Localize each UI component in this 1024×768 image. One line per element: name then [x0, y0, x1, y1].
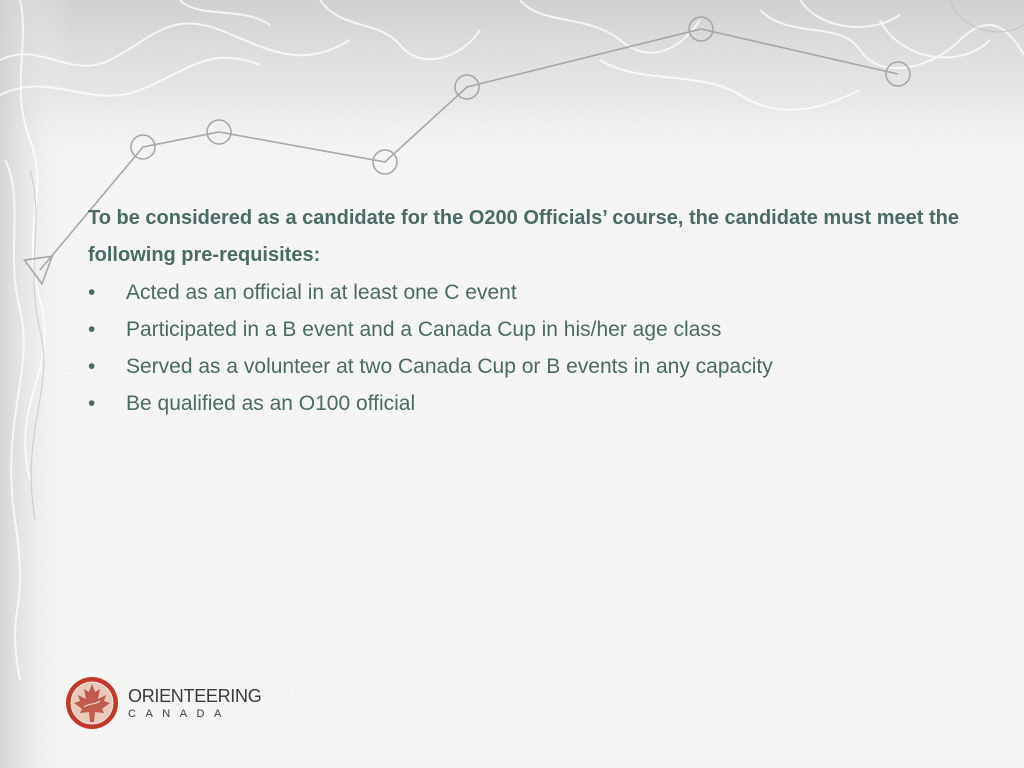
list-item-text: Served as a volunteer at two Canada Cup or B events in any capacity [126, 355, 773, 378]
bullet-icon: • [88, 355, 96, 378]
list-item-text: Be qualified as an O100 official [126, 392, 416, 415]
bullet-icon: • [88, 281, 96, 304]
bullet-icon: • [88, 392, 96, 415]
logo-subtitle: CANADA [128, 708, 231, 720]
list-item [88, 385, 968, 422]
prerequisites-heading: To be considered as a candidate for the O200 Officials’ course, the candidate must meet the following pre-requisites: [88, 207, 959, 266]
list-item [88, 348, 968, 385]
logo-wordmark: ORIENTEERING [128, 686, 262, 706]
list-item-text: Acted as an official in at least one C event [126, 281, 517, 304]
slide-content [88, 200, 968, 422]
maple-leaf-icon [64, 675, 120, 731]
bullet-icon: • [88, 318, 96, 341]
orienteering-canada-logo [64, 675, 264, 733]
list-item [88, 311, 968, 348]
list-item-text: Participated in a B event and a Canada Cup in his/her age class [126, 318, 722, 341]
list-item [88, 274, 968, 311]
prerequisites-list [88, 274, 968, 422]
